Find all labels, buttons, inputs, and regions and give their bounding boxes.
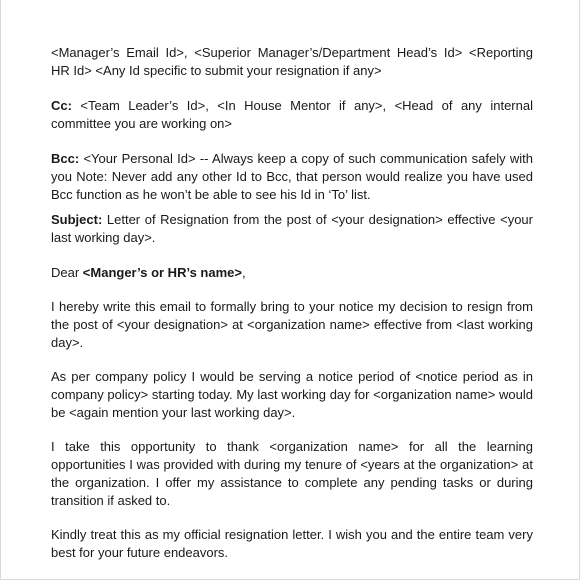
paragraph-thanks: I take this opportunity to thank <organization name> for all the learning opportunities I was provided with during my tenure of <years at the organization> at the organization. I offer my assistance to complete any pending tasks or during transition if asked to. [51,439,533,508]
salutation [51,264,533,282]
subject-label: Subject: [51,212,103,227]
cc-label: Cc: [51,98,72,113]
bcc-text: <Your Personal Id> -- Always keep a copy of such communication safely with you Note: Never add any other Id to Bcc, that person would realize you have used Bcc function as he won’t be able to see his Id in ‘To’ list. [51,151,533,202]
salutation-name: <Manger’s or HR’s name> [82,265,242,280]
to-line: <Manager’s Email Id>, <Superior Manager’s/Department Head’s Id> <Reporting HR Id> <Any Id specific to submit your resignation if any> [51,45,533,78]
cc-line [51,97,533,133]
salutation-greeting: Dear [51,265,83,280]
subject-text: Letter of Resignation from the post of <your designation> effective <your last working day>. [51,212,533,245]
salutation-punctuation: , [241,265,246,280]
bcc-label: Bcc: [51,151,80,166]
paragraph-notice-period: As per company policy I would be serving a notice period of <notice period as in company policy> starting today. My last working day for <organization name> would be <again mention your last working day>. [51,369,533,420]
bcc-line [51,150,533,204]
paragraph-closing: Kindly treat this as my official resignation letter. I wish you and the entire team very best for your future endeavors. [51,527,533,560]
paragraph-resignation-notice: I hereby write this email to formally bring to your notice my decision to resign from the post of <your designation> at <organization name> effective from <last working day>. [51,299,533,350]
cc-text: <Team Leader’s Id>, <In House Mentor if any>, <Head of any internal committee you are working on> [51,98,533,131]
subject-line [51,211,533,247]
letter-body [51,44,533,562]
